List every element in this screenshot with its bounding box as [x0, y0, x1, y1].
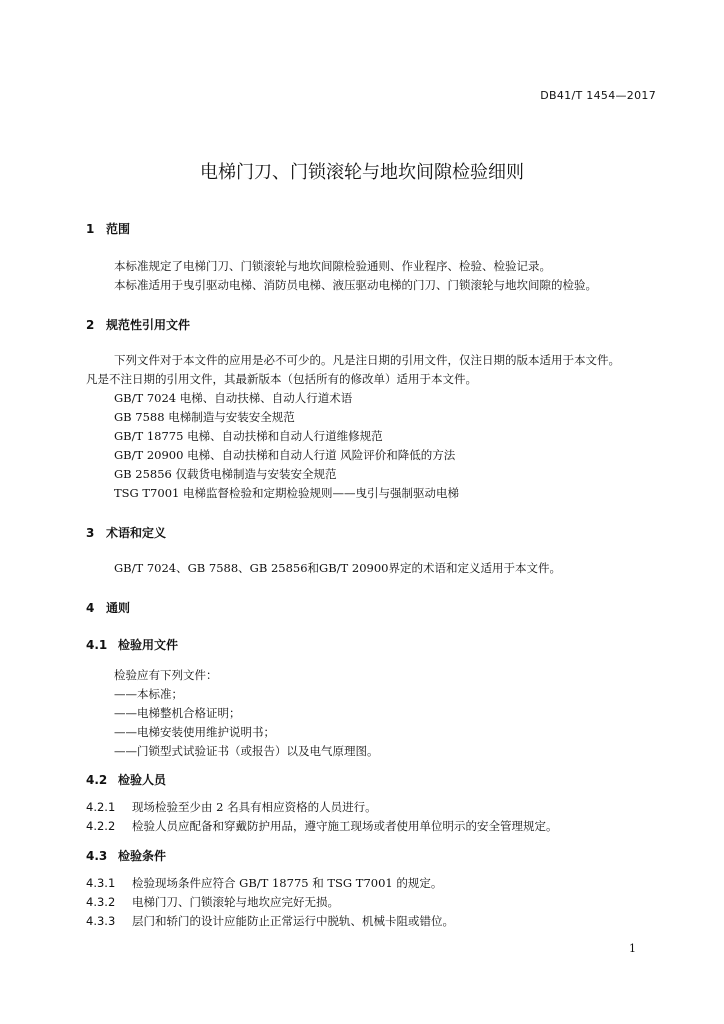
section-title: 通则	[106, 601, 131, 615]
reference-item: GB/T 18775 电梯、自动扶梯和自动人行道维修规范	[114, 429, 383, 443]
section-number: 2	[86, 318, 95, 332]
section-3-heading	[86, 524, 166, 541]
paragraph: 检验应有下列文件：	[114, 668, 218, 682]
list-item: ——本标准；	[114, 687, 183, 701]
subsection-title: 检验人员	[118, 773, 167, 787]
clause-number: 4.2.2	[86, 819, 116, 833]
clause-item	[86, 894, 339, 910]
subsection-4-3-heading	[86, 847, 166, 864]
clause-text: 电梯门刀、门锁滚轮与地坎应完好无损。	[132, 895, 339, 909]
clause-item	[86, 818, 558, 834]
clause-text: 检验人员应配备和穿戴防护用品，遵守施工现场或者使用单位明示的安全管理规定。	[132, 819, 558, 833]
clause-item	[86, 875, 442, 891]
document-title: 电梯门刀、门锁滚轮与地坎间隙检验细则	[200, 162, 524, 183]
subsection-title: 检验条件	[118, 849, 167, 863]
clause-item	[86, 913, 454, 929]
clause-number: 4.3.3	[86, 914, 116, 928]
section-title: 术语和定义	[106, 526, 167, 540]
clause-number: 4.2.1	[86, 800, 116, 814]
paragraph: GB/T 7024、GB 7588、GB 25856和GB/T 20900界定的术语和定义适用于本文件。	[114, 561, 561, 575]
reference-item: GB/T 7024 电梯、自动扶梯、自动人行道术语	[114, 391, 353, 405]
section-2-heading	[86, 316, 190, 333]
clause-text: 层门和轿门的设计应能防止正常运行中脱轨、机械卡阻或错位。	[132, 914, 454, 928]
clause-text: 现场检验至少由 2 名具有相应资格的人员进行。	[132, 800, 377, 814]
paragraph: 本标准适用于曳引驱动电梯、消防员电梯、液压驱动电梯的门刀、门锁滚轮与地坎间隙的检验。	[114, 278, 597, 292]
list-item: ——电梯整机合格证明；	[114, 706, 241, 720]
list-item: ——电梯安装使用维护说明书；	[114, 725, 275, 739]
section-title: 范围	[106, 222, 131, 236]
section-1-heading	[86, 220, 130, 237]
subsection-title: 检验用文件	[118, 638, 179, 652]
subsection-4-1-heading	[86, 636, 178, 653]
reference-item: GB 25856 仅载货电梯制造与安装安全规范	[114, 467, 337, 481]
paragraph: 本标准规定了电梯门刀、门锁滚轮与地坎间隙检验通则、作业程序、检验、检验记录。	[114, 259, 551, 273]
document-code: DB41/T 1454—2017	[540, 89, 656, 102]
subsection-number: 4.1	[86, 638, 108, 652]
section-4-heading	[86, 599, 130, 616]
clause-number: 4.3.1	[86, 876, 116, 890]
list-item: ——门锁型式试验证书（或报告）以及电气原理图。	[114, 744, 379, 758]
paragraph: 下列文件对于本文件的应用是必不可少的。凡是注日期的引用文件，仅注日期的版本适用于本文件。	[114, 353, 620, 367]
page-number: 1	[629, 942, 636, 955]
clause-text: 检验现场条件应符合 GB/T 18775 和 TSG T7001 的规定。	[132, 876, 443, 890]
section-title: 规范性引用文件	[106, 318, 191, 332]
paragraph: 凡是不注日期的引用文件，其最新版本（包括所有的修改单）适用于本文件。	[86, 372, 477, 386]
subsection-number: 4.3	[86, 849, 108, 863]
section-number: 4	[86, 601, 95, 615]
clause-item	[86, 799, 377, 815]
section-number: 3	[86, 526, 95, 540]
subsection-4-2-heading	[86, 771, 166, 788]
section-number: 1	[86, 222, 95, 236]
reference-item: GB/T 20900 电梯、自动扶梯和自动人行道 风险评价和降低的方法	[114, 448, 456, 462]
reference-item: GB 7588 电梯制造与安装安全规范	[114, 410, 295, 424]
subsection-number: 4.2	[86, 773, 108, 787]
clause-number: 4.3.2	[86, 895, 116, 909]
reference-item: TSG T7001 电梯监督检验和定期检验规则——曳引与强制驱动电梯	[114, 486, 459, 500]
